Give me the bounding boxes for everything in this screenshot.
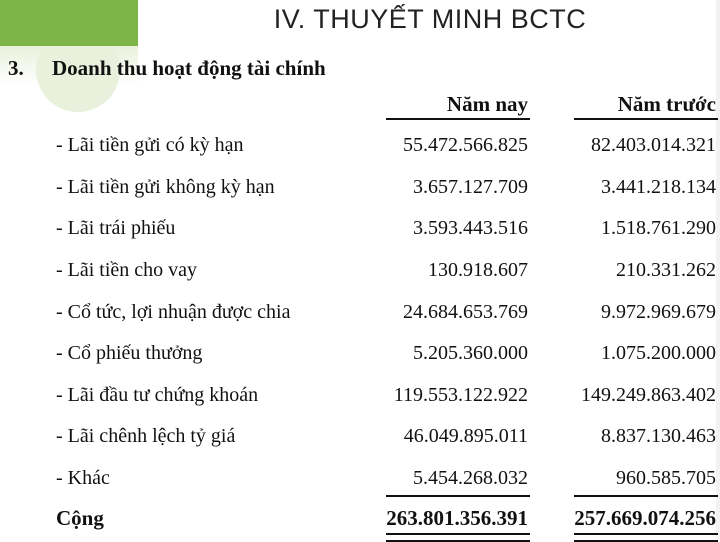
column-header-current-year: Năm nay [446,92,528,116]
value-previous-year: 1.075.200.000 [601,342,716,364]
value-current-year: 55.472.566.825 [403,134,528,156]
slide-edge [716,0,720,540]
column-header-previous-year: Năm trước [617,92,716,116]
row-label: - Lãi tiền cho vay [56,259,198,281]
value-previous-year: 8.837.130.463 [601,425,716,447]
value-current-year: 24.684.653.769 [403,301,528,323]
total-label: Cộng [56,506,104,530]
value-previous-year: 210.331.262 [616,259,716,281]
total-rule-current [386,495,530,497]
value-current-year: 3.593.443.516 [413,217,528,239]
header-underline-current [386,118,530,120]
total-rule-previous [574,495,718,497]
row-label: - Cổ phiếu thưởng [56,342,203,364]
row-label: - Lãi tiền gửi không kỳ hạn [56,176,275,198]
value-current-year: 5.454.268.032 [413,467,528,489]
double-rule-current [386,533,530,542]
slide-title: IV. THUYẾT MINH BCTC [273,4,587,34]
value-previous-year: 82.403.014.321 [591,134,716,156]
value-current-year: 46.049.895.011 [403,425,528,447]
row-label: - Lãi tiền gửi có kỳ hạn [56,134,244,156]
value-previous-year: 960.585.705 [616,467,716,489]
section-title: Doanh thu hoạt động tài chính [52,56,326,80]
row-label: - Khác [56,467,110,489]
value-current-year: 3.657.127.709 [413,176,528,198]
row-label: - Lãi trái phiếu [56,217,176,239]
value-current-year: 130.918.607 [428,259,528,281]
row-label: - Cổ tức, lợi nhuận được chia [56,301,291,323]
value-previous-year: 3.441.218.134 [601,176,716,198]
row-label: - Lãi chênh lệch tỷ giá [56,425,236,447]
header-underline-previous [574,118,718,120]
value-current-year: 5.205.360.000 [413,342,528,364]
total-previous-year: 257.669.074.256 [574,506,716,530]
decorative-green-block [0,0,138,46]
total-current-year: 263.801.356.391 [386,506,528,530]
section-number: 3. [8,56,24,80]
row-label: - Lãi đầu tư chứng khoán [56,384,259,406]
value-previous-year: 1.518.761.290 [601,217,716,239]
double-rule-previous [574,533,718,542]
value-current-year: 119.553.122.922 [393,384,528,406]
value-previous-year: 149.249.863.402 [581,384,716,406]
value-previous-year: 9.972.969.679 [601,301,716,323]
